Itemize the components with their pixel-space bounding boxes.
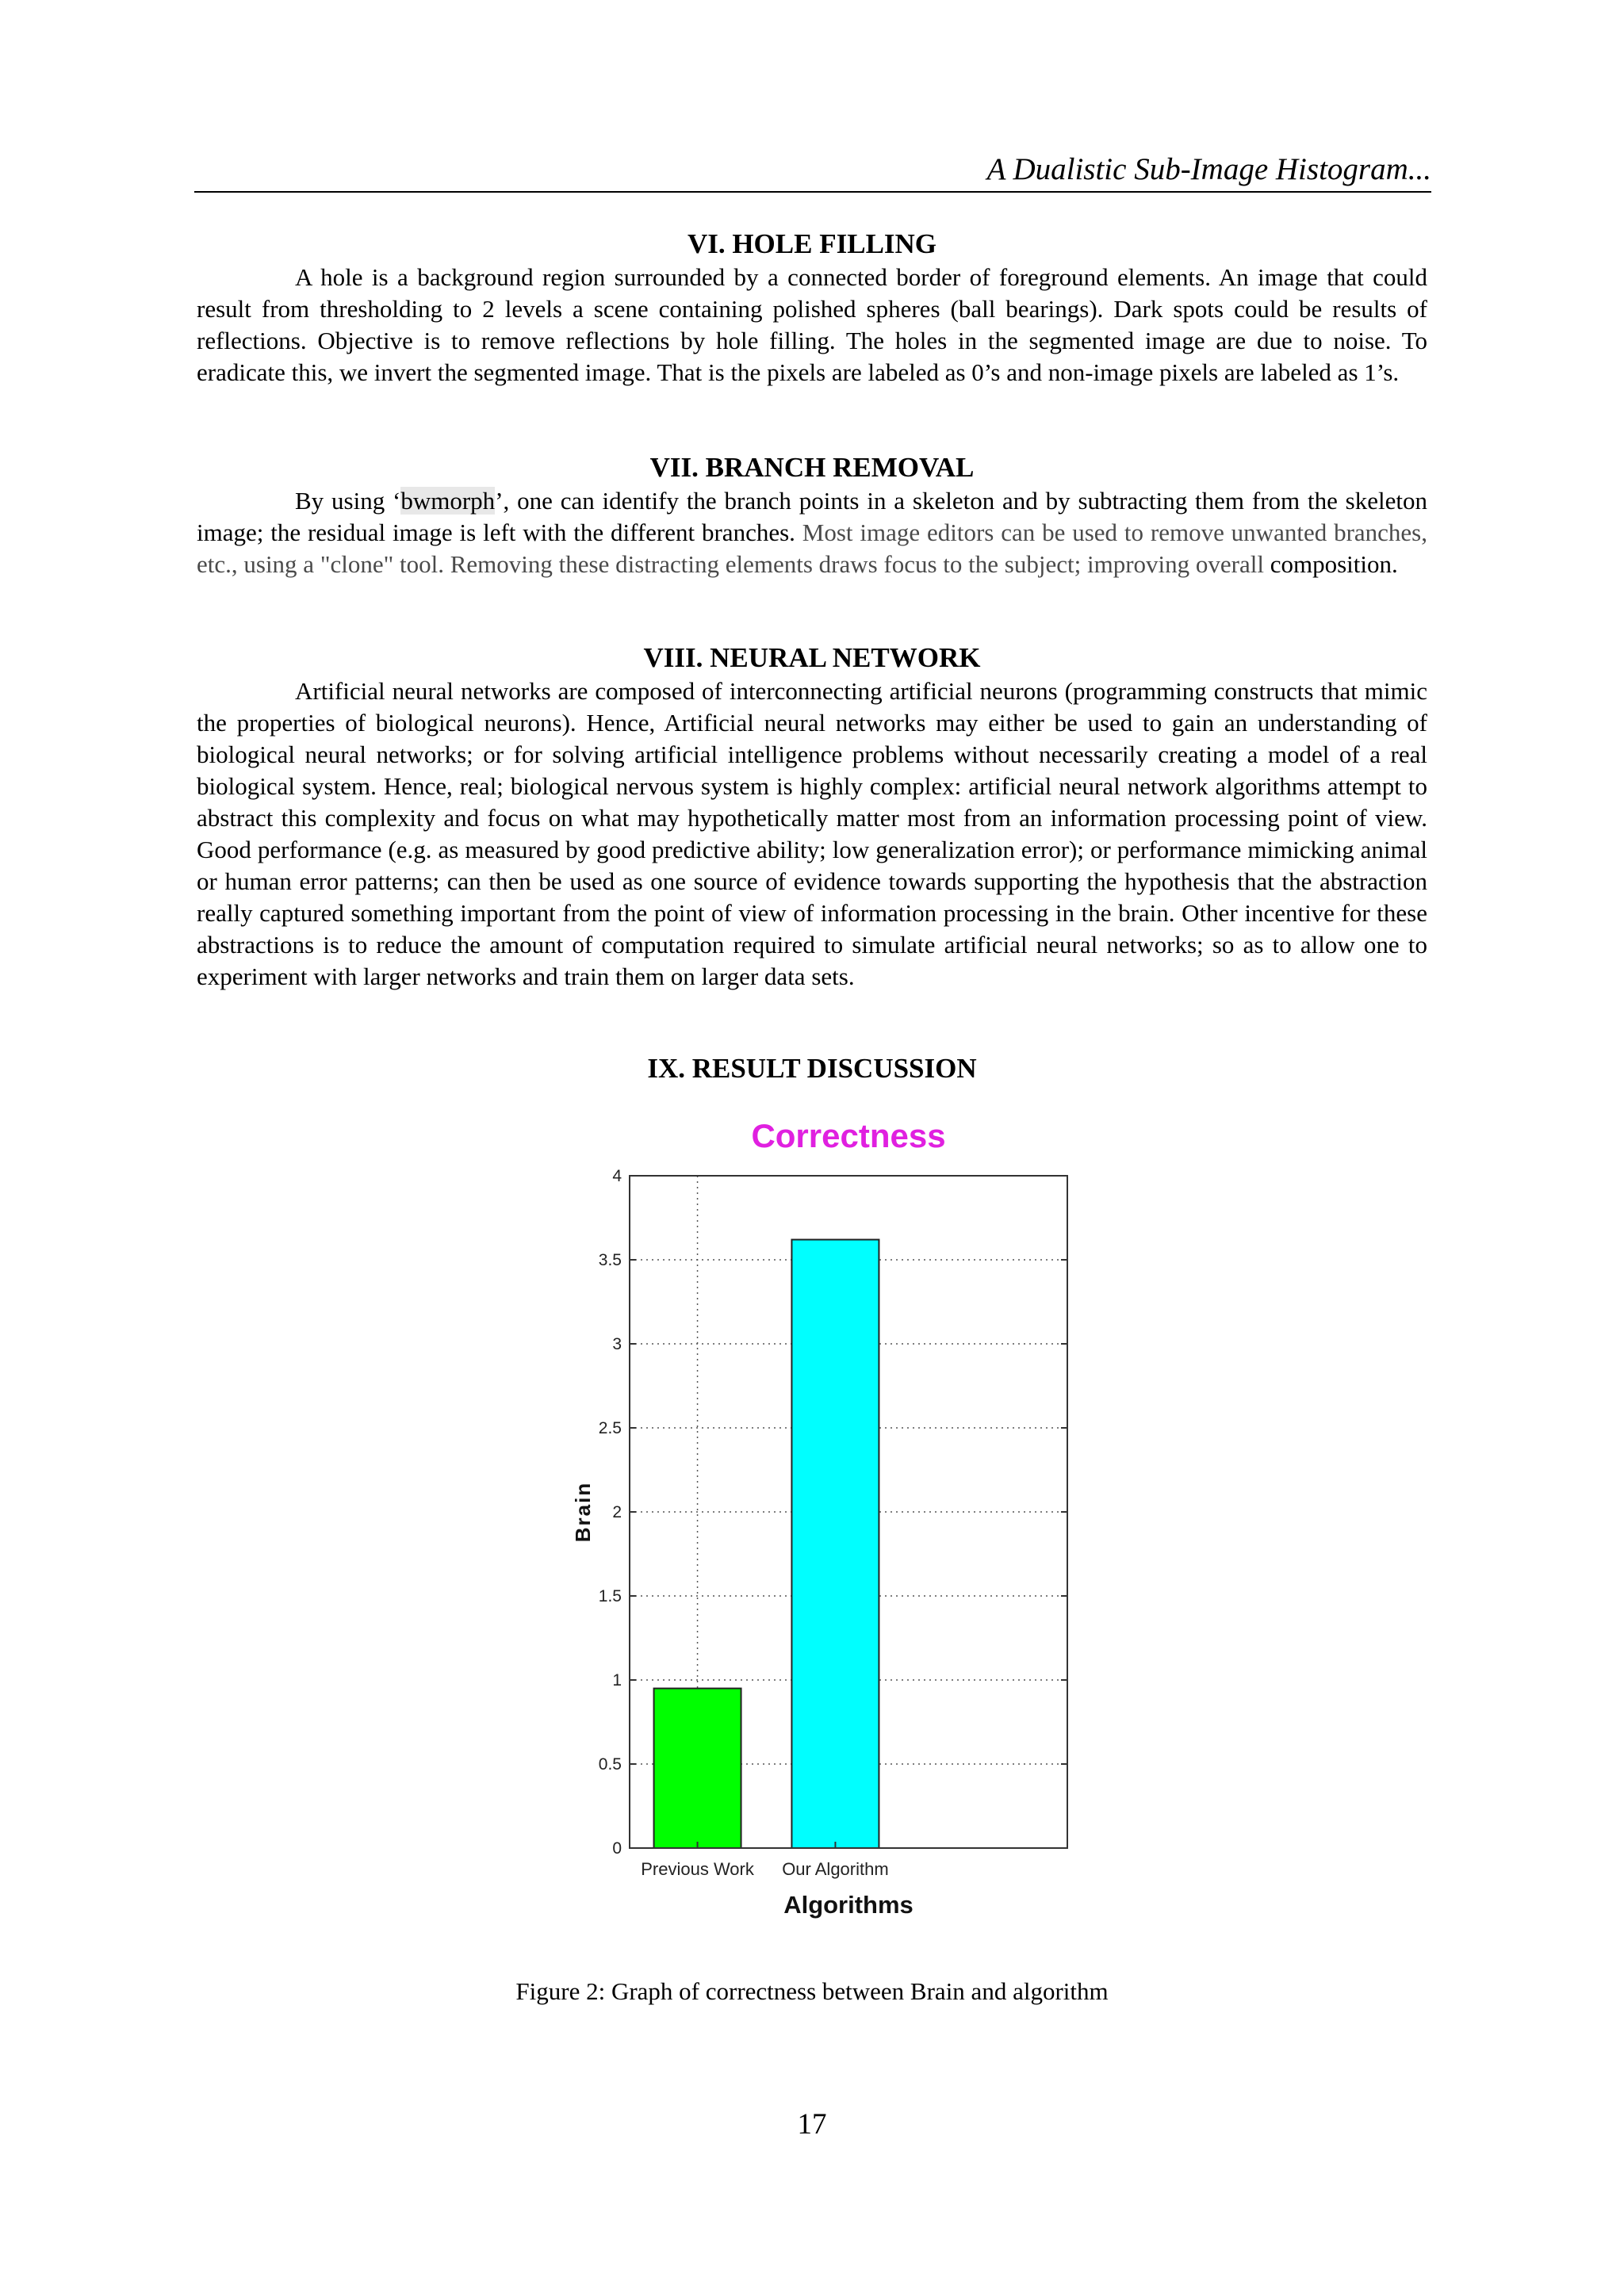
running-header-title: A Dualistic Sub-Image Histogram... [986,152,1431,186]
branch-removal-text-prefix: By using ‘ [295,487,401,515]
section-body-hole-filling: A hole is a background region surrounded by a connected border of foreground elements. An image that could result from thresholding to 2 levels a scene containing polished spheres (ball bearings). Dark spots could be results of reflections. Objective is to remove reflections by hole filling. The holes in the segmented image are due to noise. To eradicate this, we invert the segmented image. That is the pixels are labeled as 0’s and non-image pixels are labeled as 1’s. [197,263,1427,386]
section-heading-neural-network: VIII. NEURAL NETWORK [643,642,981,673]
x-tick-label: Our Algorithm [782,1859,889,1879]
correctness-bar-chart [555,1106,1078,1938]
branch-removal-text-end: composition. [1270,550,1398,578]
y-tick-label: 1 [612,1671,622,1689]
section-heading-result-discussion: IX. RESULT DISCUSSION [647,1053,977,1084]
bwmorph-term: bwmorph [400,487,496,515]
y-tick-label: 4 [612,1167,622,1185]
branch-removal-text-gray: Most image editors can be used to remove unwanted branches, etc., using a "clone" tool. Removing these distracting elements draws focus to the subject; improving overall [197,519,1427,578]
section-heading-hole-filling: VI. HOLE FILLING [687,228,937,259]
y-tick-label: 2.5 [598,1419,622,1437]
chart-x-axis-label: Algorithms [783,1891,914,1919]
section-branch-removal [197,450,1427,580]
page-number: 17 [797,2108,827,2141]
chart-title: Correctness [751,1117,946,1154]
bar-our-algorithm [791,1240,879,1848]
branch-removal-text-main: ’, one can identify the branch points in a skeleton and by subtracting them from the skeleton image; the residual image is left with the different branches. [197,487,1427,546]
y-tick-label: 3 [612,1335,622,1353]
y-tick-label: 0.5 [598,1755,622,1774]
y-tick-label: 2 [612,1503,622,1521]
figure-caption: Figure 2: Graph of correctness between Brain and algorithm [515,1977,1109,2005]
section-result-discussion [197,1051,1427,1086]
header-rule [194,191,1431,193]
section-hole-filling [197,227,1427,388]
section-heading-branch-removal: VII. BRANCH REMOVAL [649,452,975,483]
section-neural-network [197,641,1427,993]
y-tick-label: 0 [612,1839,622,1858]
section-body-branch-removal [197,485,1427,580]
bar-previous-work [654,1689,741,1848]
x-tick-label: Previous Work [641,1859,754,1879]
chart-bars [654,1240,879,1848]
chart-y-axis-label: Brain [571,1481,595,1543]
section-body-neural-network: Artificial neural networks are composed of interconnecting artificial neurons (programming constructs that mimic the properties of biological neurons). Hence, Artificial neural networks may either be used to gain an understanding of biological neural networks; or for solving artificial intelligence problems without necessarily creating a model of a real biological system. Hence, real; biological nervous system is highly complex: artificial neural network algorithms attempt to abstract this complexity and focus on what may hypothetically matter most from an information processing point of view. Good performance (e.g. as measured by good predictive ability; low generalization error); or performance mimicking animal or human error patterns; can then be used as one source of evidence towards supporting the hypothesis that the abstraction really captured something important from the point of view of information processing in the brain. Other incentive for these abstractions is to reduce the amount of computation required to simulate artificial neural networks; so as to allow one to experiment with larger networks and train them on larger data sets. [197,677,1427,990]
y-tick-label: 3.5 [598,1251,622,1269]
y-tick-label: 1.5 [598,1587,622,1605]
